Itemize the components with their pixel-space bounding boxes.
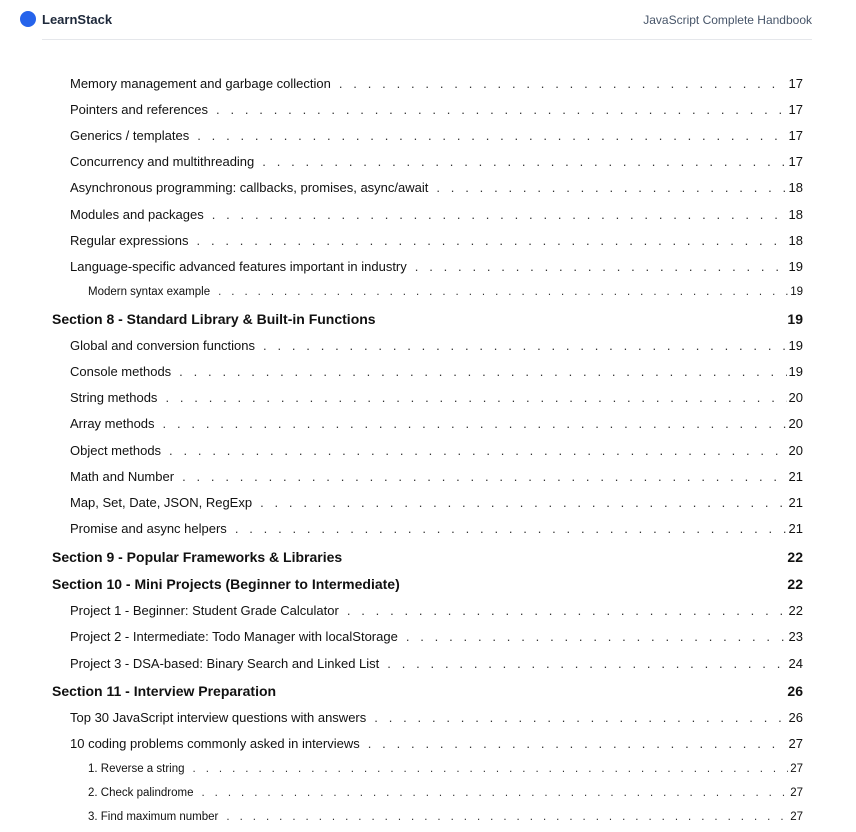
toc-entry-title: Array methods: [70, 416, 155, 431]
toc-entry-title: Promise and async helpers: [70, 521, 227, 536]
toc-entry[interactable]: [88, 763, 803, 775]
dot-leader: [218, 286, 788, 298]
toc-entry-page: 21: [788, 495, 803, 510]
toc-section-page: 22: [787, 576, 803, 592]
toc-entry[interactable]: [88, 811, 803, 823]
toc-entry[interactable]: [88, 286, 803, 298]
toc-entry-title: Concurrency and multithreading: [70, 154, 255, 169]
toc-entry-page: 27: [790, 763, 803, 775]
toc-entry-page: 18: [788, 207, 803, 222]
toc-entry[interactable]: [70, 710, 803, 725]
toc-entry-title: 10 coding problems commonly asked in interviews: [70, 736, 360, 751]
toc-entry-page: 20: [788, 443, 803, 458]
toc-entry-title: 3. Find maximum number: [88, 811, 219, 823]
toc-section-page: 22: [787, 549, 803, 565]
toc-entry[interactable]: [70, 259, 803, 274]
toc-entry[interactable]: [70, 102, 803, 117]
toc-entry-page: 20: [788, 390, 803, 405]
toc-entry-page: 19: [788, 338, 803, 353]
dot-leader: [368, 736, 787, 751]
dot-leader: [193, 763, 789, 775]
toc-entry-title: Memory management and garbage collection: [70, 76, 331, 91]
toc-entry-title: Math and Number: [70, 469, 175, 484]
toc-section-title: Section 8 - Standard Library & Built-in Functions: [52, 311, 376, 327]
dot-leader: [347, 603, 787, 618]
dot-leader: [260, 495, 786, 510]
toc-entry-title: 2. Check palindrome: [88, 787, 194, 799]
brand[interactable]: [20, 11, 112, 27]
toc-entry[interactable]: [70, 207, 803, 222]
toc-entry-page: 19: [788, 259, 803, 274]
dot-leader: [165, 390, 786, 405]
page-header: [20, 8, 812, 32]
toc-entry[interactable]: [70, 338, 803, 353]
toc-section-title: Section 11 - Interview Preparation: [52, 683, 277, 699]
toc-entry-page: 26: [788, 710, 803, 725]
dot-leader: [436, 180, 786, 195]
toc-entry-page: 23: [788, 629, 803, 644]
dot-leader: [197, 233, 787, 248]
toc-entry-title: Global and conversion functions: [70, 338, 256, 353]
toc-entry-page: 17: [788, 102, 803, 117]
toc-entry-title: Object methods: [70, 443, 162, 458]
toc-entry[interactable]: [70, 364, 803, 379]
toc-entry[interactable]: [70, 469, 803, 484]
toc-section-page: 19: [787, 311, 803, 327]
toc-entry-title: Language-specific advanced features important in industry: [70, 259, 407, 274]
toc-section-title: Section 10 - Mini Projects (Beginner to Intermediate): [52, 576, 400, 592]
toc-entry[interactable]: [70, 416, 803, 431]
toc-entry-page: 19: [790, 286, 803, 298]
toc-entry[interactable]: [70, 443, 803, 458]
toc-entry[interactable]: [70, 76, 803, 91]
toc-entry[interactable]: [70, 656, 803, 671]
toc-entry-page: 17: [788, 154, 803, 169]
brand-name: LearnStack: [42, 11, 113, 27]
toc-entry[interactable]: [70, 390, 803, 405]
toc-entry-page: 20: [788, 416, 803, 431]
dot-leader: [169, 443, 786, 458]
toc-entry[interactable]: [88, 787, 803, 799]
toc-entry-title: Modern syntax example: [88, 286, 211, 298]
dot-leader: [263, 338, 787, 353]
toc-section[interactable]: [52, 311, 803, 327]
header-divider: [42, 39, 812, 40]
dot-leader: [182, 469, 786, 484]
dot-leader: [406, 629, 787, 644]
toc-entry[interactable]: [70, 603, 803, 618]
toc-entry-title: Modules and packages: [70, 207, 204, 222]
dot-leader: [216, 102, 787, 117]
dot-leader: [179, 364, 786, 379]
dot-leader: [374, 710, 786, 725]
toc-entry-page: 27: [788, 736, 803, 751]
toc-entry-title: String methods: [70, 390, 158, 405]
toc-entry-page: 27: [790, 787, 803, 799]
toc-entry-title: Pointers and references: [70, 102, 209, 117]
toc-entry[interactable]: [70, 495, 803, 510]
toc-entry[interactable]: [70, 180, 803, 195]
dot-leader: [201, 787, 788, 799]
toc-section-title: Section 9 - Popular Frameworks & Libraries: [52, 549, 343, 565]
toc-entry-title: 1. Reverse a string: [88, 763, 185, 775]
toc-entry-title: Map, Set, Date, JSON, RegExp: [70, 495, 253, 510]
toc-entry-page: 19: [788, 364, 803, 379]
dot-leader: [387, 656, 786, 671]
toc-entry-page: 17: [788, 128, 803, 143]
toc-section-page: 26: [787, 683, 803, 699]
toc-entry-title: Project 3 - DSA-based: Binary Search and Linked List: [70, 656, 380, 671]
toc-entry-title: Project 2 - Intermediate: Todo Manager with localStorage: [70, 629, 398, 644]
dot-leader: [262, 154, 786, 169]
brand-logo-icon: [20, 11, 36, 27]
dot-leader: [339, 76, 787, 91]
toc-entry[interactable]: [70, 521, 803, 536]
toc-entry-page: 21: [788, 521, 803, 536]
toc-section[interactable]: [52, 683, 803, 699]
toc-entry-page: 18: [788, 233, 803, 248]
dot-leader: [197, 128, 786, 143]
dot-leader: [163, 416, 787, 431]
toc-entry[interactable]: [70, 154, 803, 169]
toc-entry-title: Generics / templates: [70, 128, 190, 143]
dot-leader: [235, 521, 787, 536]
toc-entry-title: Project 1 - Beginner: Student Grade Calculator: [70, 603, 339, 618]
toc-entry-page: 21: [788, 469, 803, 484]
document-title: JavaScript Complete Handbook: [643, 13, 812, 27]
toc-entry-title: Regular expressions: [70, 233, 189, 248]
toc-entry-title: Asynchronous programming: callbacks, promises, async/await: [70, 180, 429, 195]
dot-leader: [415, 259, 787, 274]
dot-leader: [226, 811, 788, 823]
toc-section[interactable]: [52, 549, 803, 565]
toc-entry[interactable]: [70, 128, 803, 143]
toc-entry-page: 27: [790, 811, 803, 823]
toc-entry-page: 18: [788, 180, 803, 195]
toc-entry-page: 22: [788, 603, 803, 618]
toc-entry[interactable]: [70, 736, 803, 751]
dot-leader: [212, 207, 787, 222]
toc-entry[interactable]: [70, 629, 803, 644]
toc-entry[interactable]: [70, 233, 803, 248]
toc-entry-title: Top 30 JavaScript interview questions with answers: [70, 710, 367, 725]
toc-entry-page: 24: [788, 656, 803, 671]
toc-section[interactable]: [52, 576, 803, 592]
toc-entry-page: 17: [788, 76, 803, 91]
toc-entry-title: Console methods: [70, 364, 172, 379]
